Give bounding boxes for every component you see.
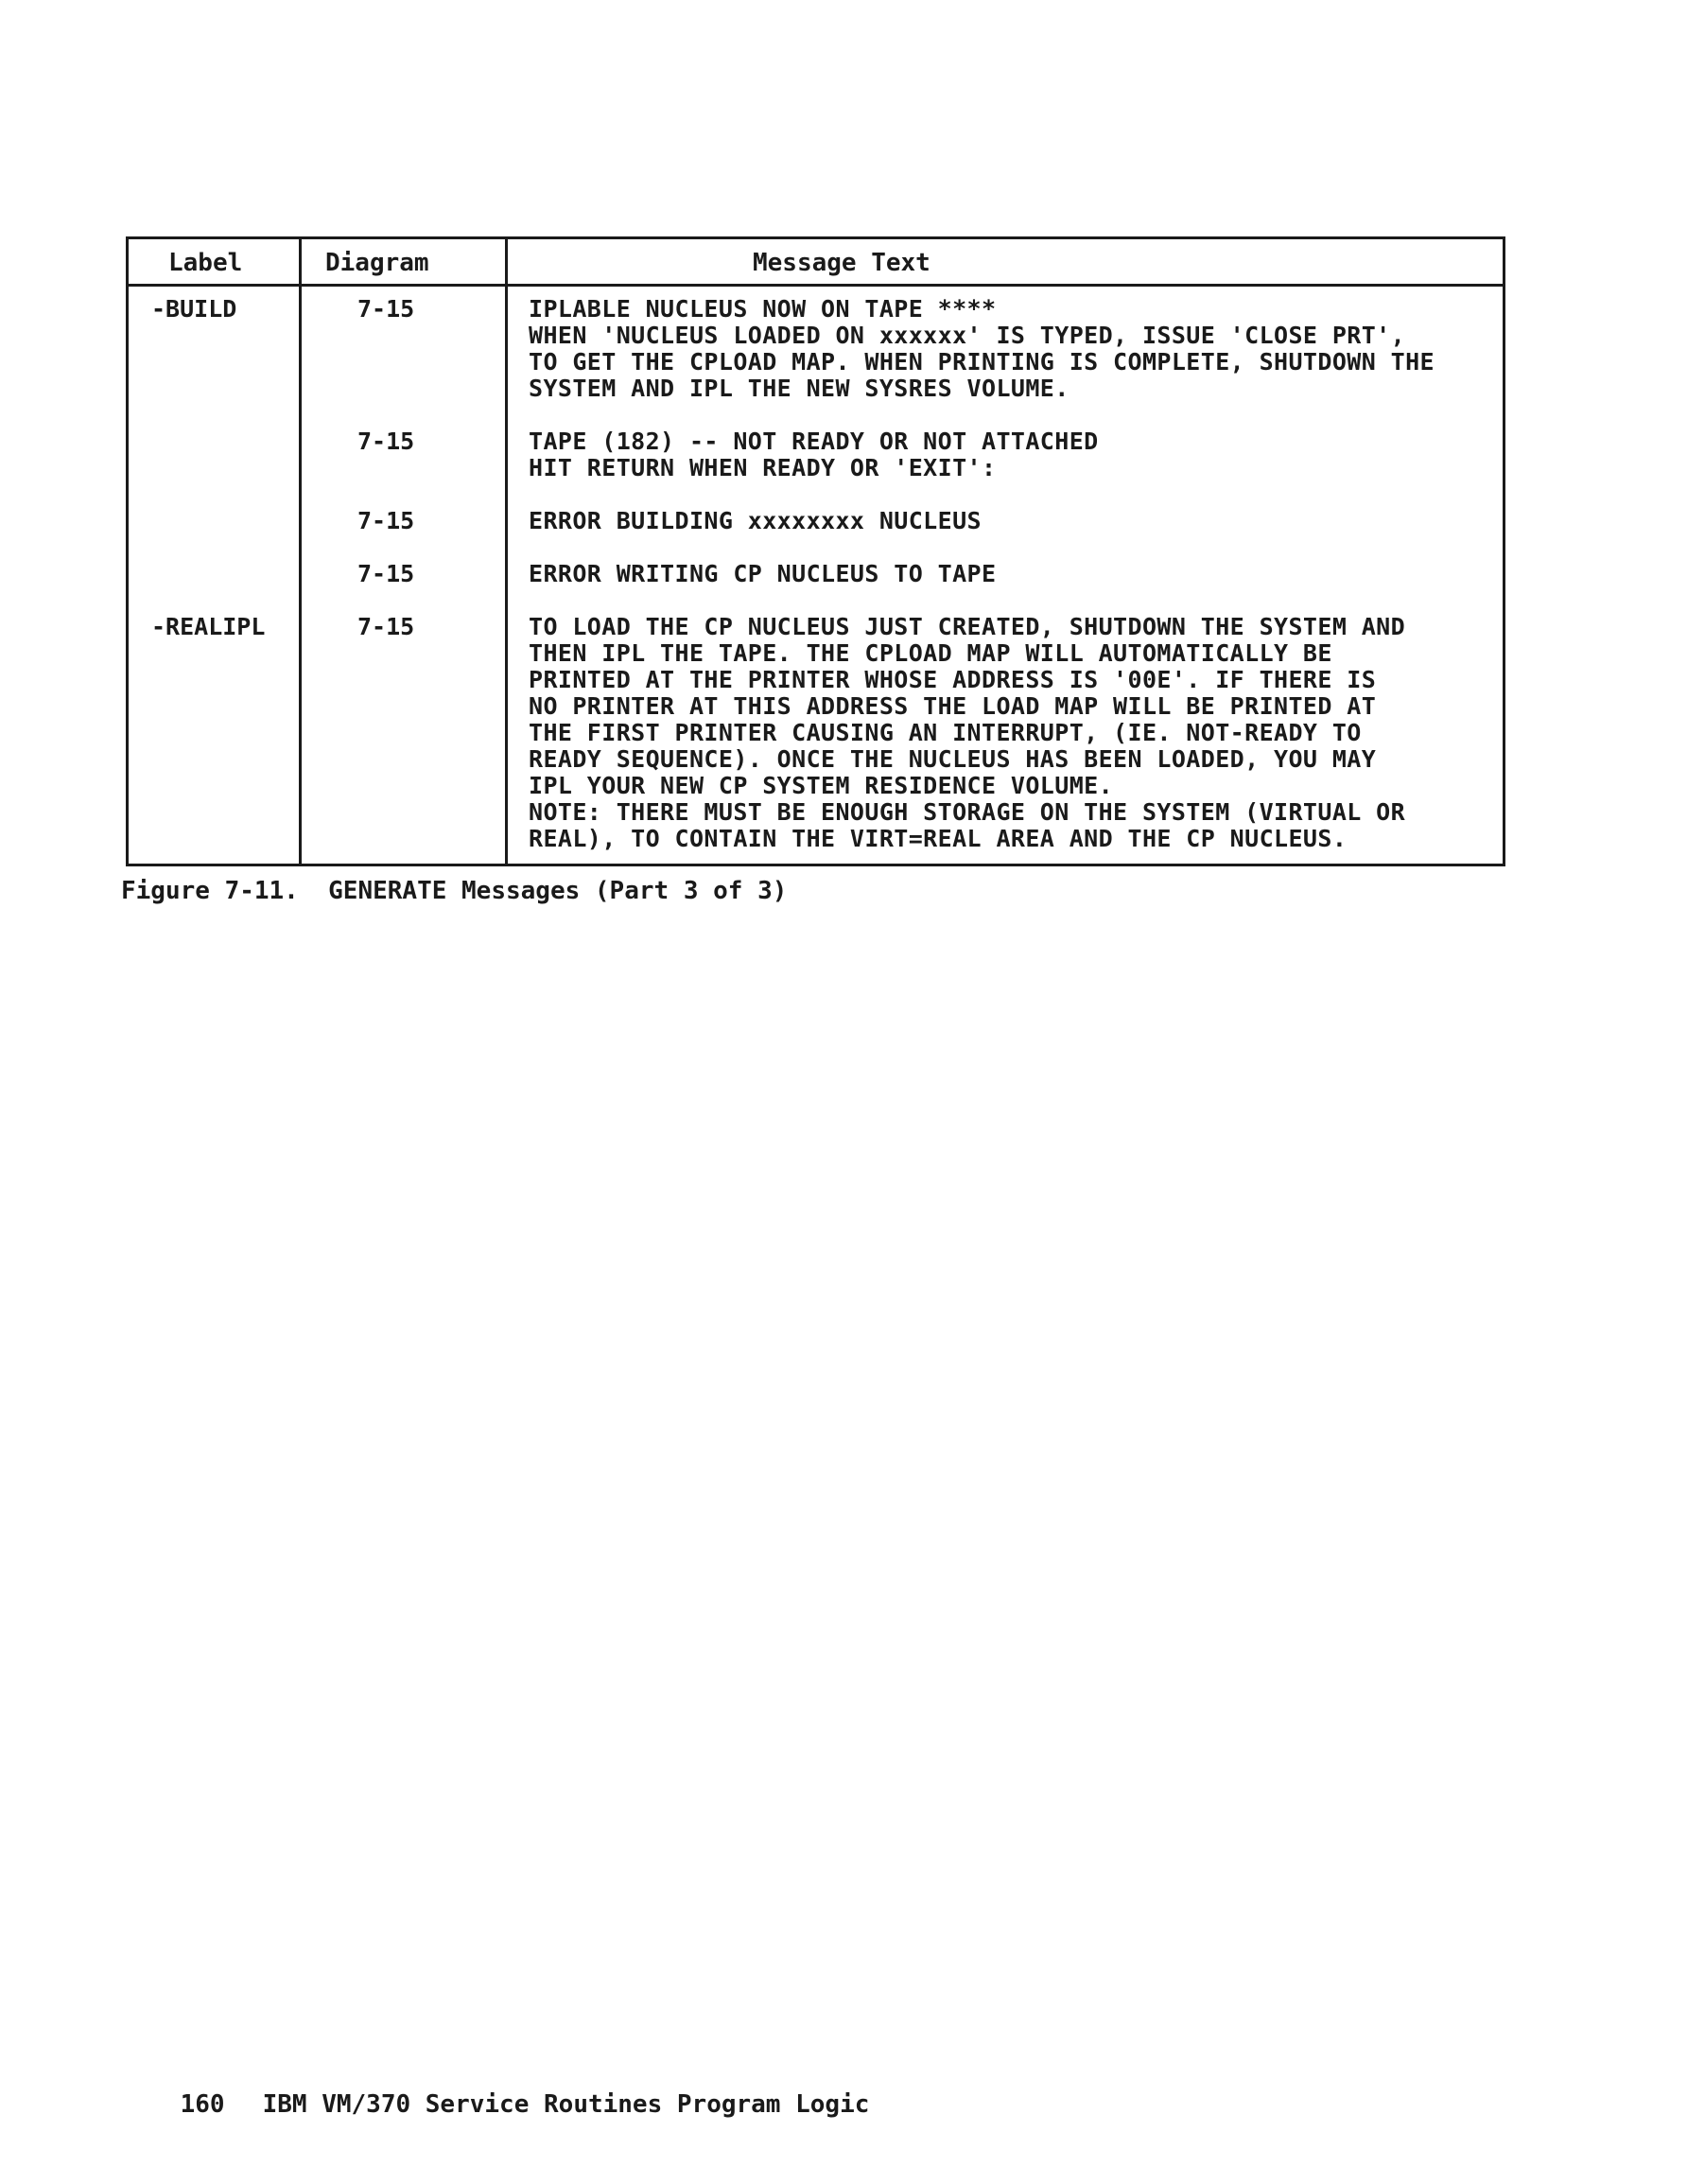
message-line: IPL YOUR NEW CP SYSTEM RESIDENCE VOLUME.	[529, 772, 1114, 799]
figure-caption: Figure 7-11. GENERATE Messages (Part 3 of 3)	[121, 877, 788, 905]
cell-message	[529, 428, 1503, 481]
cell-diagram: 7-15	[357, 507, 415, 534]
column-header-message-text: Message Text	[753, 249, 930, 277]
page-number: 160	[180, 2090, 225, 2119]
cell-message	[529, 508, 1503, 534]
cell-diagram: 7-15	[357, 613, 415, 640]
message-line: TO LOAD THE CP NUCLEUS JUST CREATED, SHUTDOWN THE SYSTEM AND	[529, 613, 1406, 640]
cell-message	[529, 561, 1503, 587]
message-line: PRINTED AT THE PRINTER WHOSE ADDRESS IS '00E'. IF THERE IS	[529, 666, 1377, 693]
message-line: SYSTEM AND IPL THE NEW SYSRES VOLUME.	[529, 375, 1070, 402]
table-row	[129, 508, 1503, 534]
message-line: TO GET THE CPLOAD MAP. WHEN PRINTING IS COMPLETE, SHUTDOWN THE	[529, 348, 1435, 376]
message-line: TAPE (182) -- NOT READY OR NOT ATTACHED	[529, 428, 1099, 455]
header-divider	[129, 284, 1503, 287]
cell-message	[529, 296, 1503, 402]
column-header-label: Label	[168, 249, 243, 277]
message-line: NO PRINTER AT THIS ADDRESS THE LOAD MAP WILL BE PRINTED AT	[529, 692, 1377, 720]
cell-label: -REALIPL	[151, 613, 266, 640]
message-line: NOTE: THERE MUST BE ENOUGH STORAGE ON THE SYSTEM (VIRTUAL OR	[529, 798, 1406, 826]
cell-diagram: 7-15	[357, 428, 415, 455]
message-line: ERROR BUILDING xxxxxxxx NUCLEUS	[529, 507, 982, 534]
table-row	[129, 561, 1503, 587]
publication-title: IBM VM/370 Service Routines Program Logic	[262, 2090, 870, 2119]
messages-table	[126, 236, 1505, 866]
cell-message	[529, 614, 1503, 852]
message-line: REAL), TO CONTAIN THE VIRT=REAL AREA AND THE CP NUCLEUS.	[529, 825, 1348, 852]
cell-diagram: 7-15	[357, 560, 415, 587]
table-row	[129, 296, 1503, 402]
table-body	[129, 296, 1503, 852]
column-header-diagram: Diagram	[325, 249, 429, 277]
message-line: IPLABLE NUCLEUS NOW ON TAPE ****	[529, 295, 997, 323]
message-line: ERROR WRITING CP NUCLEUS TO TAPE	[529, 560, 997, 587]
message-line: READY SEQUENCE). ONCE THE NUCLEUS HAS BEEN LOADED, YOU MAY	[529, 745, 1377, 773]
message-line: THEN IPL THE TAPE. THE CPLOAD MAP WILL AUTOMATICALLY BE	[529, 639, 1332, 667]
table-row	[129, 428, 1503, 481]
cell-diagram: 7-15	[357, 295, 415, 323]
message-line: WHEN 'NUCLEUS LOADED ON xxxxxx' IS TYPED, ISSUE 'CLOSE PRT',	[529, 322, 1406, 349]
message-line: THE FIRST PRINTER CAUSING AN INTERRUPT, (IE. NOT-READY TO	[529, 719, 1362, 746]
message-line: HIT RETURN WHEN READY OR 'EXIT':	[529, 454, 997, 481]
cell-label: -BUILD	[151, 295, 237, 323]
page-footer	[121, 2062, 869, 2147]
table-row	[129, 614, 1503, 852]
